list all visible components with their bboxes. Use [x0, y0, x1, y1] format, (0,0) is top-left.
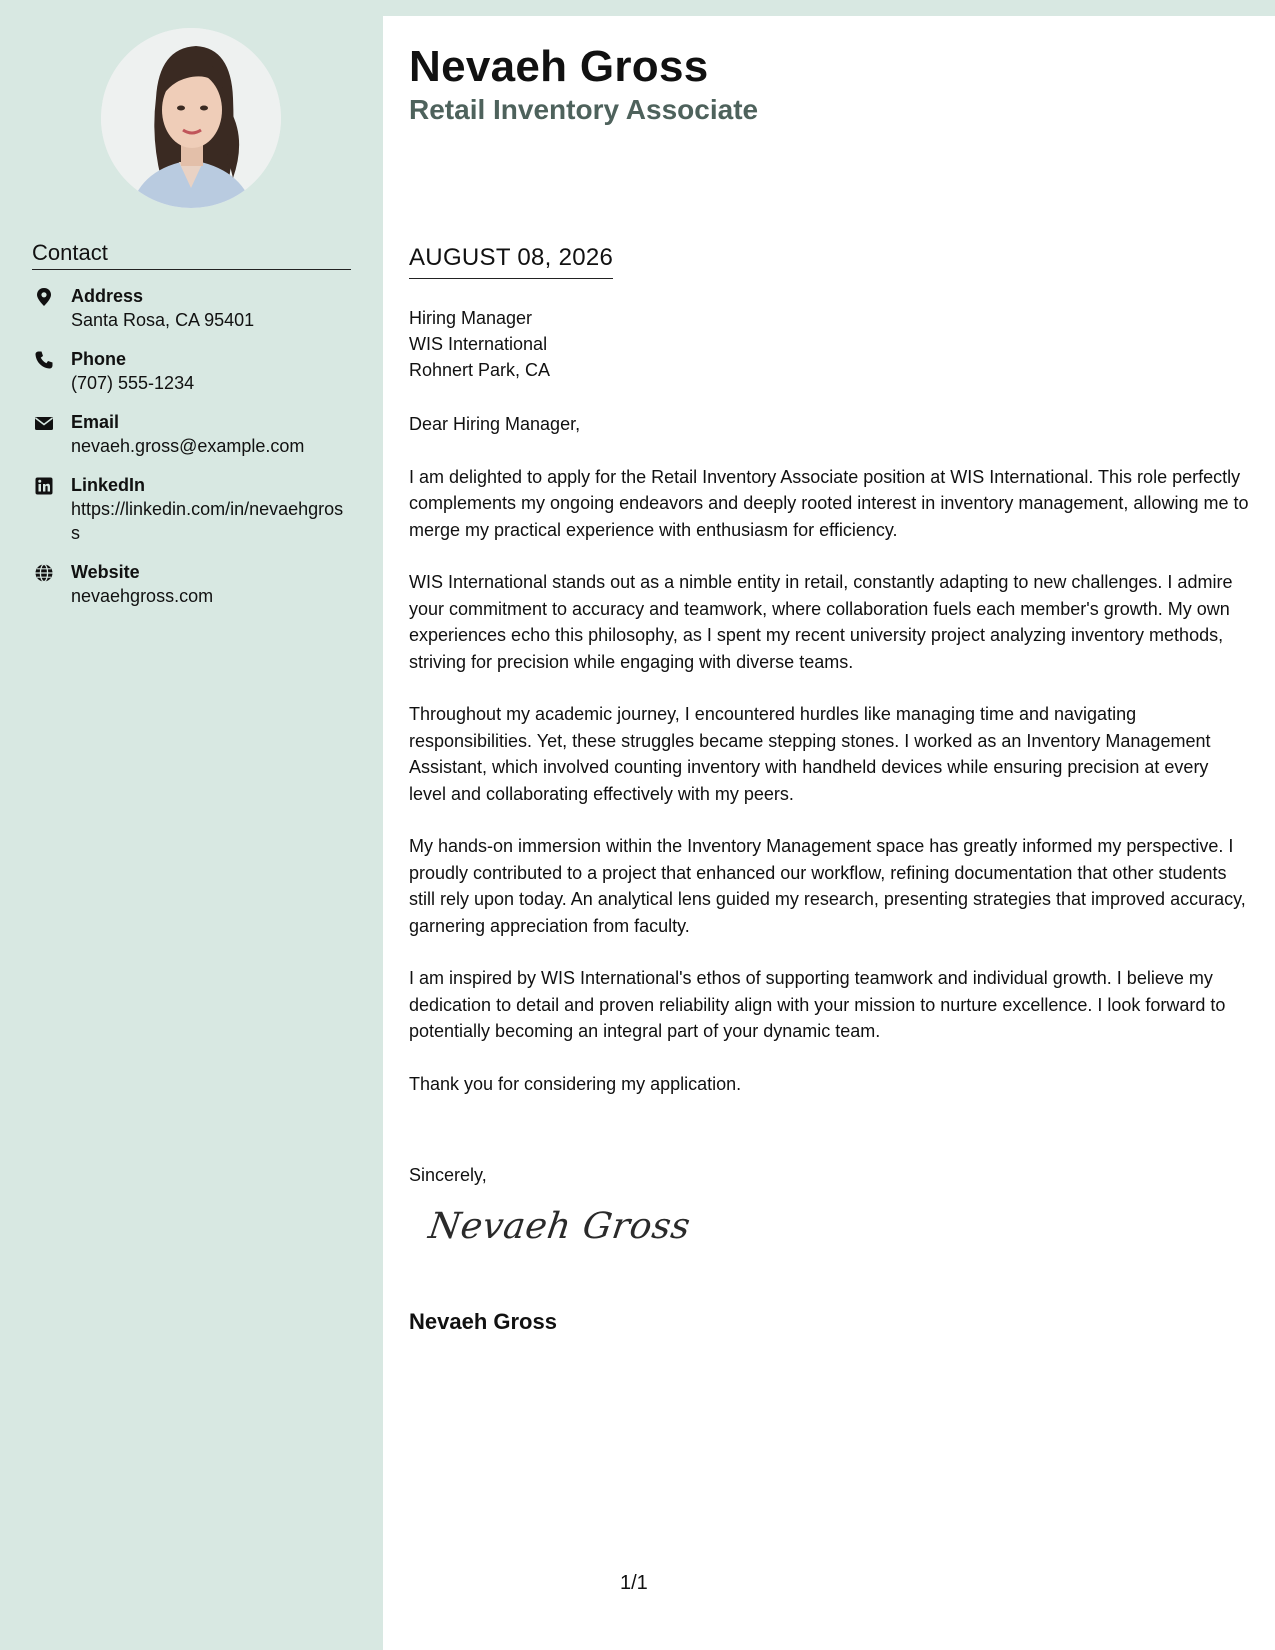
- profile-photo: [101, 28, 281, 208]
- letter-date: AUGUST 08, 2026: [409, 244, 613, 279]
- linkedin-icon: [34, 476, 54, 496]
- closing: Sincerely,: [409, 1165, 487, 1185]
- applicant-name: Nevaeh Gross: [409, 42, 709, 91]
- contact-list: [32, 284, 352, 623]
- recipient-line: WIS International: [409, 334, 548, 354]
- contact-value: (707) 555-1234: [71, 373, 195, 393]
- contact-heading: Contact: [32, 240, 351, 270]
- body-paragraph: Thank you for considering my application.: [409, 1073, 742, 1094]
- contact-item-website: [32, 560, 352, 608]
- envelope-icon: [34, 413, 54, 433]
- body-paragraph: My hands-on immersion within the Inventory Management space has greatly informed my perspective. I proudly contributed to a project that enhanced our workflow, refining documentation that other students still rely upon today. An analytical lens guided my research, presenting strategies that improved accuracy, garnering appreciation from faculty.: [409, 836, 1246, 936]
- contact-item-phone: [32, 347, 352, 395]
- job-title: Retail Inventory Associate: [409, 94, 759, 125]
- contact-item-address: [32, 284, 352, 332]
- globe-icon: [34, 563, 54, 583]
- contact-value[interactable]: https://linkedin.com/in/nevaehgross: [71, 499, 344, 543]
- contact-label: Address: [71, 286, 144, 306]
- contact-label: Website: [71, 562, 140, 582]
- contact-value: Santa Rosa, CA 95401: [71, 310, 255, 330]
- contact-label: LinkedIn: [71, 475, 146, 495]
- body-paragraph: I am delighted to apply for the Retail Inventory Associate position at WIS International. This role perfectly complements my ongoing endeavors and deeply rooted interest in inventory management, allowing me to merge my practical experience with enthusiasm for efficiency.: [409, 466, 1249, 540]
- recipient-line: Rohnert Park, CA: [409, 360, 551, 380]
- body-paragraph: WIS International stands out as a nimble entity in retail, constantly adapting to new challenges. I admire your commitment to accuracy and teamwork, where collaboration fuels each member's growth. My own experiences echo this philosophy, as I spent my recent university project analyzing inventory methods, striving for precision while engaging with diverse teams.: [409, 572, 1233, 672]
- signed-name: Nevaeh Gross: [409, 1309, 557, 1334]
- recipient-block: [409, 305, 1229, 383]
- location-pin-icon: [34, 287, 54, 307]
- contact-label: Email: [71, 412, 120, 432]
- contact-item-email: [32, 410, 352, 458]
- letter-body: [409, 411, 1249, 1123]
- contact-item-linkedin: [32, 473, 352, 545]
- salutation: Dear Hiring Manager,: [409, 414, 581, 434]
- contact-value[interactable]: nevaehgross.com: [71, 586, 214, 606]
- sidebar: [0, 0, 383, 1650]
- letter-page: [383, 16, 1275, 1650]
- recipient-line: Hiring Manager: [409, 308, 533, 328]
- page-number: 1/1: [620, 1572, 648, 1594]
- contact-value: nevaeh.gross@example.com: [71, 436, 305, 456]
- handwritten-signature: Nevaeh Gross: [426, 1206, 694, 1247]
- body-paragraph: I am inspired by WIS International's ethos of supporting teamwork and individual growth. I believe my dedication to detail and proven reliability align with your mission to nurture excellence. I look forward to potentially becoming an integral part of your dynamic team.: [409, 968, 1226, 1041]
- contact-label: Phone: [71, 349, 127, 369]
- body-paragraph: Throughout my academic journey, I encountered hurdles like managing time and navigating responsibilities. Yet, these struggles became stepping stones. I worked as an Inventory Management Assistant, which involved counting inventory with handheld devices while ensuring precision at every level and collaborating effectively with my peers.: [409, 704, 1211, 804]
- phone-icon: [34, 350, 54, 370]
